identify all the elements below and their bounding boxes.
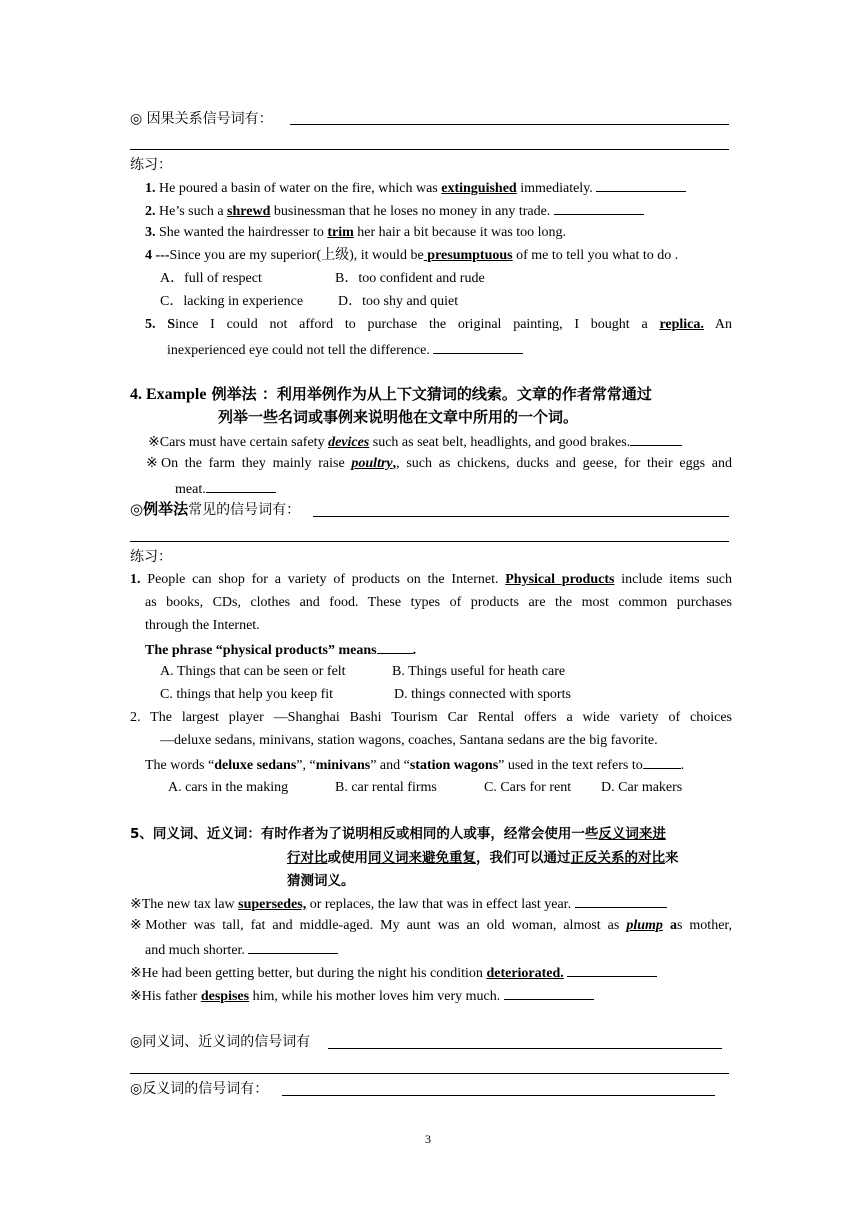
example-practice-1-line-3: through the Internet. bbox=[145, 618, 260, 633]
synonym-sentence-2-line-2: and much shorter. bbox=[145, 940, 338, 960]
page-number: 3 bbox=[425, 1132, 431, 1146]
example-sentence-1: ※Cars must have certain safety devices such as seat belt, headlights, and good brakes. bbox=[148, 432, 682, 452]
synonym-signal-blank-line-2 bbox=[130, 1073, 729, 1074]
target-word-shrewd: shrewd bbox=[227, 204, 271, 219]
causal-question-2: 2. He’s such a shrewd businessman that he loses no money in any trade. bbox=[145, 201, 644, 221]
target-word-replica: replica. bbox=[659, 317, 704, 332]
causal-question-4: 4 ---Since you are my superior(上级), it would be presumptuous of me to tell you what to do . bbox=[145, 248, 679, 263]
example-practice-1-question: The phrase “physical products” means . bbox=[145, 640, 416, 660]
target-word-poultry: poultry bbox=[351, 456, 393, 471]
example-sentence-2-line-2: meat. bbox=[175, 479, 276, 499]
synonym-signal-label: ◎同义词、近义词的信号词有 bbox=[130, 1034, 311, 1050]
q4-option-d: D．too shy and quiet bbox=[338, 294, 459, 309]
causal-question-5-line-2: inexperienced eye could not tell the difference. bbox=[167, 340, 523, 360]
causal-signal-blank-line-2 bbox=[130, 149, 729, 150]
example-heading-line-2: 列举一些名词或事例来说明他在文章中所用的一个词。 bbox=[218, 408, 579, 426]
antonym-signal-blank bbox=[282, 1095, 715, 1096]
answer-blank bbox=[504, 986, 594, 1000]
synonym-heading-line-2: 行对比或使用同义词来避免重复，我们可以通过正反关系的对比来 bbox=[287, 850, 679, 866]
causal-signal-blank bbox=[290, 124, 729, 125]
causal-question-5: 5. Since I could not afford to purchase the original painting, I bought a replica. An bbox=[145, 317, 733, 332]
p2-option-d: D. Car makers bbox=[601, 780, 683, 795]
example-practice-2-question: The words “deluxe sedans”, “minivans” and “station wagons” used in the text refers to . bbox=[145, 755, 684, 775]
synonym-sentence-3: ※He had been getting better, but during the night his condition deteriorated. bbox=[130, 963, 657, 983]
example-heading: 4. Example 例举法 ：利用举例作为从上下文猜词的线索。文章的作者常常通过 bbox=[130, 385, 652, 403]
answer-blank bbox=[554, 201, 644, 215]
q4-option-a: A．full of respect bbox=[160, 271, 262, 286]
target-word-plump: plump bbox=[626, 918, 663, 933]
target-word-supersedes: supersedes, bbox=[238, 897, 307, 912]
causal-question-3: 3. She wanted the hairdresser to trim her hair a bit because it was too long. bbox=[145, 225, 567, 240]
answer-blank bbox=[206, 479, 276, 493]
target-word-trim: trim bbox=[327, 225, 354, 240]
answer-blank bbox=[575, 894, 667, 908]
answer-blank bbox=[596, 178, 686, 192]
answer-blank bbox=[248, 940, 338, 954]
example-practice-1: 1. People can shop for a variety of products on the Internet. Physical products include items such bbox=[130, 572, 732, 587]
target-word-extinguished: extinguished bbox=[441, 181, 517, 196]
example-signal-blank-line-2 bbox=[130, 541, 729, 542]
q4-option-b: B．too confident and rude bbox=[335, 271, 485, 286]
example-practice-2: 2. The largest player —Shanghai Bashi Tourism Car Rental offers a wide variety of choices bbox=[130, 710, 732, 725]
p2-option-a: A. cars in the making bbox=[168, 780, 289, 795]
p1-option-d: D. things connected with sports bbox=[394, 687, 571, 702]
p1-option-b: B. Things useful for heath care bbox=[392, 664, 566, 679]
example-practice-2-line-2: —deluxe sedans, minivans, station wagons, coaches, Santana sedans are the big favorite. bbox=[160, 733, 658, 748]
causal-signal-label: ◎ 因果关系信号词有： bbox=[130, 111, 273, 127]
answer-blank bbox=[377, 640, 413, 654]
p1-option-c: C. things that help you keep fit bbox=[160, 687, 334, 702]
target-word-deteriorated: deteriorated. bbox=[486, 966, 564, 981]
answer-blank bbox=[643, 755, 681, 769]
answer-blank bbox=[630, 432, 682, 446]
causal-question-1: 1. He poured a basin of water on the fire, which was extinguished immediately. bbox=[145, 178, 686, 198]
p1-option-a: A. Things that can be seen or felt bbox=[160, 664, 346, 679]
p2-option-b: B. car rental firms bbox=[335, 780, 437, 795]
synonym-sentence-2: ※Mother was tall, fat and middle-aged. My aunt was an old woman, almost as plump as mother, bbox=[130, 918, 733, 933]
example-signal-label: ◎例举法常见的信号词有： bbox=[130, 500, 301, 518]
synonym-sentence-1: ※The new tax law supersedes, or replaces, the law that was in effect last year. bbox=[130, 894, 667, 914]
target-word-despises: despises bbox=[200, 989, 250, 1004]
target-word-presumptuous: presumptuous bbox=[423, 248, 513, 263]
answer-blank bbox=[433, 340, 523, 354]
example-signal-blank bbox=[313, 516, 729, 517]
synonym-heading-line-3: 猜测词义。 bbox=[287, 873, 355, 889]
synonym-signal-blank bbox=[328, 1048, 722, 1049]
target-word-physical-products: Physical products bbox=[505, 572, 615, 587]
q4-option-c: C．lacking in experience bbox=[160, 294, 304, 309]
example-practice-label: 练习： bbox=[130, 549, 172, 565]
target-word-devices: devices bbox=[328, 435, 370, 450]
synonym-sentence-4: ※His father despises him, while his mother loves him very much. bbox=[130, 986, 594, 1006]
p2-option-c: C. Cars for rent bbox=[484, 780, 572, 795]
example-practice-1-line-2: as books, CDs, clothes and food. These types of products are the most common purchases bbox=[145, 595, 732, 610]
answer-blank bbox=[567, 963, 657, 977]
causal-practice-label: 练习： bbox=[130, 157, 172, 173]
synonym-heading: 5、同义词、近义词：有时作者为了说明相反或相同的人或事，经常会使用一些反义词来进 bbox=[130, 826, 666, 842]
example-sentence-2: ※On the farm they mainly raise poultry,, such as chickens, ducks and geese, for their eggs and bbox=[146, 456, 733, 471]
antonym-signal-label: ◎反义词的信号词有： bbox=[130, 1081, 269, 1097]
